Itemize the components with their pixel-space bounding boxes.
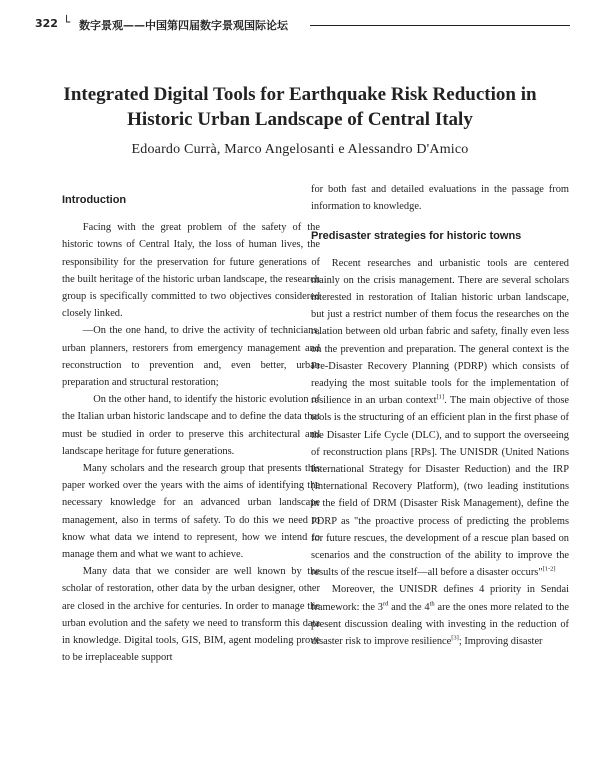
ordinal: th <box>429 600 435 608</box>
text-run: Recent researches and urbanistic tools are centered mainly on the crisis management. There are several scholars interested in restoration of Italian historic urban landscape, but just a restrict number of them focus the researches on the relation between old urban fabric and safety, finally even less on the prevention and preparation. The general context is the Pre-Disaster Recovery Planning (PDRP) which consists of readying the most suitable tools for the implementation of resilience in an urban context <box>311 257 569 407</box>
paragraph <box>311 255 569 582</box>
paragraph: —On the one hand, to drive the activity of technicians, urban planners, restorers from emergency management and reconstruction to prevention and, even better, urban preparation and structural restoration; <box>62 325 320 389</box>
introduction-heading: Introduction <box>62 194 127 206</box>
paragraph: On the other hand, to identify the historic evolution of the Italian urban historic landscape and to define the data that must be studied in order to preserve this architectural and landscape heritage for future generations. <box>62 394 320 457</box>
text-run: ; Improving disaster <box>458 636 543 648</box>
citation: [3] <box>451 634 459 642</box>
paragraph <box>311 581 569 650</box>
title-line-1: Integrated Digital Tools for Earthquake Risk Reduction in <box>63 84 537 105</box>
citation: [1-2] <box>542 565 556 573</box>
text-run: . The main objective of those tools is the structuring of an efficient plan in the first phase of the Disaster Life Cycle (DLC), and to support the overseeing of reconstruction plans [RPs]. The UNISDR (United Nations International Strategy for Disaster Reduction) and the IRP (International Recovery Platform), (two leading institutions in the field of DRM (Disaster Risk Management), define the PDRP as "the proactive process of predicting the problems for future rescues, the development of a rescue plan based on scenarios and the construction of the ability to improve the results of the rescue itself—all before a disaster occurs" <box>311 395 569 579</box>
predisaster-heading: Predisaster strategies for historic towns <box>311 230 522 243</box>
text-run: are the ones more related to the present discussion dealing with investing in the reduction of disaster risk to improve resilience <box>311 601 570 648</box>
ordinal: rd <box>382 600 389 608</box>
running-head-bracket-icon: └ <box>63 15 71 29</box>
paragraph: Facing with the great problem of the safety of the historic towns of Central Italy, the loss of human lives, the responsibility for the preservation for future generations of the built heritage of the historic urban landscape, the research group is specifically committed to two objectives considered closely linked. <box>62 222 320 320</box>
running-head <box>35 17 570 33</box>
right-column <box>311 181 569 650</box>
paragraph: Many scholars and the research group that presents this paper worked over the years with the aims of identifying the necessary knowledge for an advanced urban landscape management, also in terms of safety. To do this we need to know what data we intend to represent, how we intend to manage them and what we want to achieve. <box>62 463 320 561</box>
citation: [1] <box>436 393 445 401</box>
journal-name: 数字景观——中国第四届数字景观国际论坛 <box>79 19 288 32</box>
text-run: Moreover, the UNISDR defines 4 priority in Sendai framework: the 3 <box>311 584 569 613</box>
running-head-rule <box>310 25 570 26</box>
text-run: and the 4 <box>388 601 430 613</box>
page-number: 322 <box>35 17 58 30</box>
paragraph: Many data that we consider are well known by the scholar of restoration, other data by the urban designer, other are closed in the archive for centuries. In order to manage the urban evolution and the safety we need to transform this data in knowledge. Digital tools, GIS, BIM, agent modeling prove to be irreplaceable support <box>62 566 320 664</box>
title-line-2: Historic Urban Landscape of Central Italy <box>127 109 473 130</box>
left-column <box>62 181 320 666</box>
authors: Edoardo Currà, Marco Angelosanti e Alessandro D'Amico <box>131 142 469 157</box>
paragraph: for both fast and detailed evaluations in the passage from information to knowledge. <box>311 184 569 213</box>
paper-title <box>30 82 570 132</box>
